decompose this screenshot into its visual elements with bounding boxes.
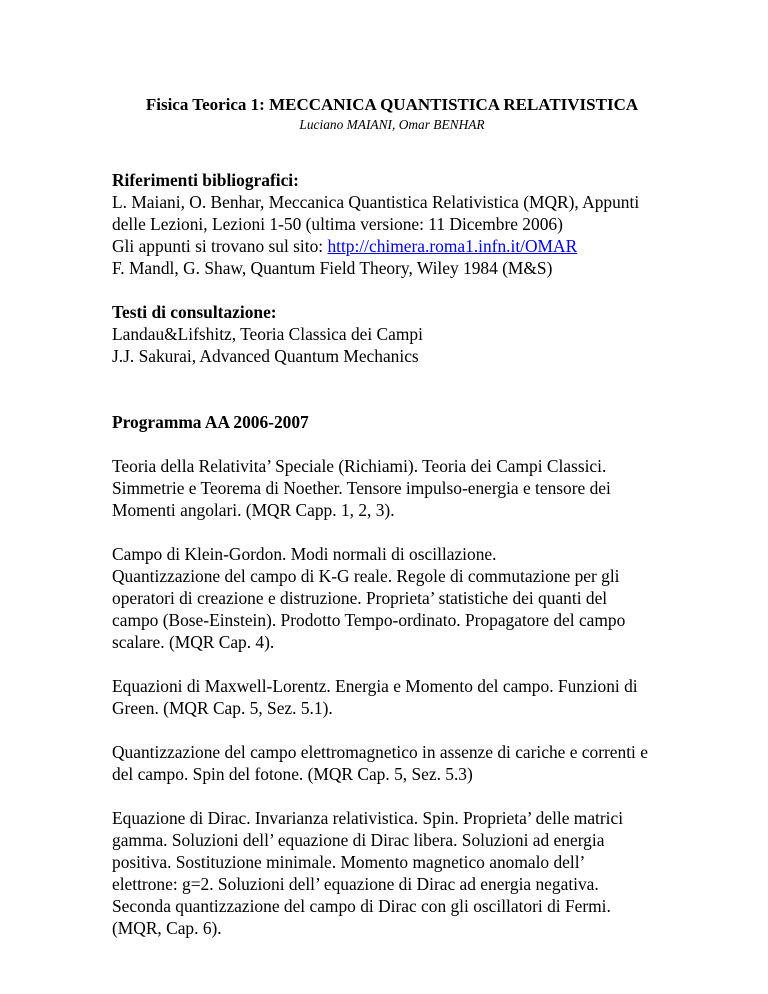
document-body: [112, 94, 672, 939]
program-paragraph: [112, 543, 672, 653]
spacer: [112, 653, 672, 675]
spacer: [112, 279, 672, 301]
paragraph-line: (MQR, Cap. 6).: [112, 918, 222, 938]
consultation-line: Landau&Lifshitz, Teoria Classica dei Campi: [112, 324, 423, 344]
document-title: Fisica Teorica 1: MECCANICA QUANTISTICA RELATIVISTICA: [145, 95, 639, 114]
program-paragraph: [112, 741, 672, 785]
spacer: [112, 719, 672, 741]
paragraph-line: Quantizzazione del campo elettromagnetico in assenze di cariche e correnti e: [112, 742, 648, 762]
paragraph-line: Teoria della Relativita’ Speciale (Richiami). Teoria dei Campi Classici.: [112, 456, 607, 476]
reference-line: [112, 235, 672, 257]
consultation-section: [112, 301, 672, 367]
paragraph-line: Quantizzazione del campo di K-G reale. Regole di commutazione per gli: [112, 566, 620, 586]
paragraph-line: scalare. (MQR Cap. 4).: [112, 632, 275, 652]
reference-line: delle Lezioni, Lezioni 1-50 (ultima versione: 11 Dicembre 2006): [112, 214, 563, 234]
spacer: [112, 367, 672, 411]
paragraph-line: Green. (MQR Cap. 5, Sez. 5.1).: [112, 698, 333, 718]
paragraph-line: Campo di Klein-Gordon. Modi normali di oscillazione.: [112, 544, 497, 564]
references-heading: Riferimenti bibliografici:: [112, 170, 299, 190]
program-paragraph: [112, 675, 672, 719]
program-paragraph: [112, 807, 672, 939]
paragraph-line: Simmetrie e Teorema di Noether. Tensore impulso-energia e tensore dei: [112, 478, 611, 498]
spacer: [112, 521, 672, 543]
reference-line: F. Mandl, G. Shaw, Quantum Field Theory, Wiley 1984 (M&S): [112, 258, 553, 278]
references-section: [112, 169, 672, 279]
reference-link-prefix: Gli appunti si trovano sul sito:: [112, 236, 328, 256]
spacer: [112, 785, 672, 807]
spacer: [112, 133, 672, 169]
paragraph-line: positiva. Sostituzione minimale. Momento magnetico anomalo dell’: [112, 852, 586, 872]
paragraph-line: Momenti angolari. (MQR Capp. 1, 2, 3).: [112, 500, 395, 520]
paragraph-line: gamma. Soluzioni dell’ equazione di Dirac libera. Soluzioni ad energia: [112, 830, 605, 850]
paragraph-line: elettrone: g=2. Soluzioni dell’ equazione di Dirac ad energia negativa.: [112, 874, 599, 894]
consultation-heading: Testi di consultazione:: [112, 302, 277, 322]
reference-line: L. Maiani, O. Benhar, Meccanica Quantistica Relativistica (MQR), Appunti: [112, 192, 640, 212]
paragraph-line: Seconda quantizzazione del campo di Dirac con gli oscillatori di Fermi.: [112, 896, 611, 916]
notes-website-link[interactable]: http://chimera.roma1.infn.it/OMAR: [327, 236, 578, 256]
document-authors: Luciano MAIANI, Omar BENHAR: [299, 117, 485, 132]
paragraph-line: operatori di creazione e distruzione. Proprieta’ statistiche dei quanti del: [112, 588, 608, 608]
paragraph-line: Equazione di Dirac. Invarianza relativistica. Spin. Proprieta’ delle matrici: [112, 808, 624, 828]
consultation-line: J.J. Sakurai, Advanced Quantum Mechanics: [112, 346, 419, 366]
paragraph-line: Equazioni di Maxwell-Lorentz. Energia e Momento del campo. Funzioni di: [112, 676, 638, 696]
program-heading: Programma AA 2006-2007: [112, 412, 309, 432]
paragraph-line: campo (Bose-Einstein). Prodotto Tempo-ordinato. Propagatore del campo: [112, 610, 626, 630]
paragraph-line: del campo. Spin del fotone. (MQR Cap. 5, Sez. 5.3): [112, 764, 473, 784]
spacer: [112, 433, 672, 455]
program-paragraph: [112, 455, 672, 521]
program-section: [112, 411, 672, 939]
